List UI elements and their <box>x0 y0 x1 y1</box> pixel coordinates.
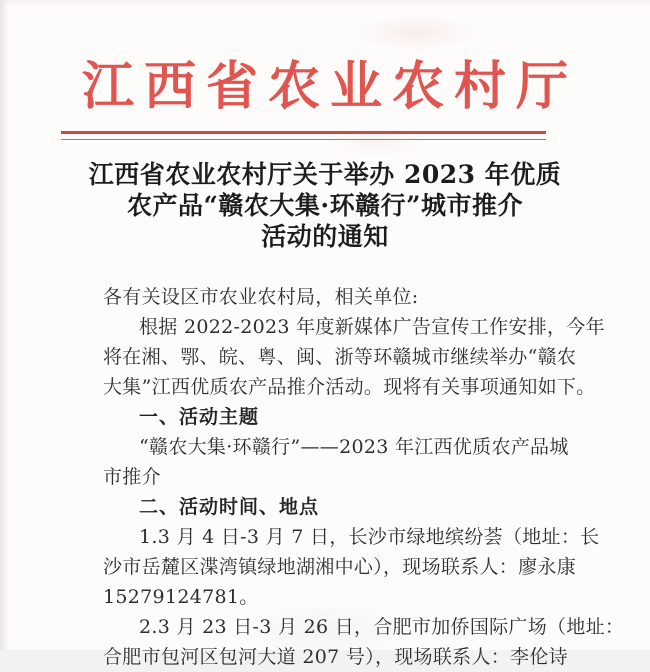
paragraph-line: 根据 2022-2023 年度新媒体广告宣传工作安排，今年 <box>139 316 605 338</box>
letterhead-separator-thin-line <box>61 139 546 140</box>
paragraph-line: 大集”江西优质农产品推介活动。现将有关事项通知如下。 <box>103 376 596 398</box>
notice-body <box>103 282 625 672</box>
event-item-2-line-clipped: 合肥市包河区包河大道 207 号），现场联系人：李伦诗 <box>103 646 568 668</box>
event-item-1-line: 1.3 月 4 日-3 月 7 日，长沙市绿地缤纷荟（地址：长 <box>139 526 600 548</box>
letterhead-separator-thick-line <box>61 131 546 134</box>
event-item-1-line: 沙市岳麓区渫湾镇绿地湖湘中心），现场联系人：廖永康 <box>103 556 577 578</box>
notice-title-line-3: 活动的通知 <box>261 222 389 251</box>
section-heading-1: 一、活动主题 <box>139 406 260 428</box>
notice-title-line-1: 江西省农业农村厅关于举办 2023 年优质 <box>88 160 562 189</box>
contact-phone-number: 15279124781。 <box>103 586 259 608</box>
paragraph-line: “赣农大集·环赣行”——2023 年江西优质农产品城 <box>139 436 569 458</box>
salutation-line: 各有关设区市农业农村局，相关单位: <box>103 286 419 308</box>
paragraph-line: 将在湘、鄂、皖、粤、闽、浙等环赣城市继续举办“赣农 <box>103 346 577 368</box>
letterhead-department-title: 江西省农业农村厅 <box>81 56 578 117</box>
notice-title <box>0 159 650 252</box>
paragraph-line: 市推介 <box>103 466 161 488</box>
notice-title-line-2: 农产品“赣农大集·环赣行”城市推介 <box>127 191 523 220</box>
event-item-2-line: 2.3 月 23 日-3 月 26 日，合肥市加侨国际广场（地址： <box>139 616 625 638</box>
section-heading-2: 二、活动时间、地点 <box>139 496 320 518</box>
